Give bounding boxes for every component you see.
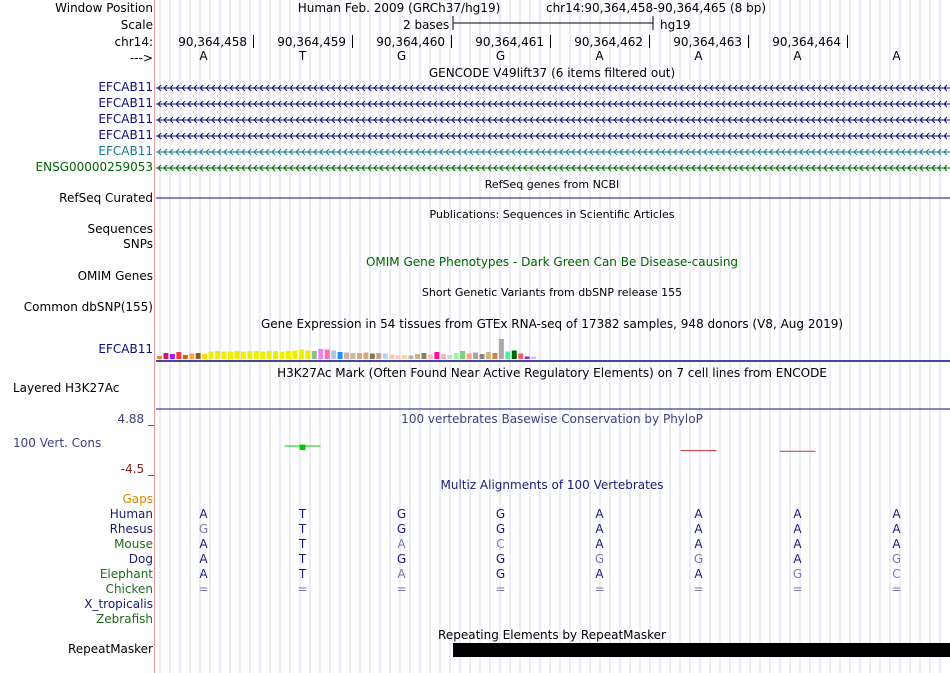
alignment-base: G: [495, 552, 506, 566]
coordinate-tick: [550, 35, 551, 48]
gtex-tissue-bar: [176, 352, 181, 359]
scale-text: 2 bases: [403, 18, 450, 32]
gtex-tissue-bar: [209, 352, 214, 360]
gtex-tissue-bar: [363, 353, 368, 360]
gtex-chart[interactable]: [156, 330, 950, 362]
alignment-base: =: [693, 582, 704, 596]
gtex-tissue-bar: [441, 354, 446, 359]
alignment-base: A: [694, 537, 703, 551]
dbsnp-title: Short Genetic Variants from dbSNP release 155: [421, 286, 683, 299]
alignment-base: A: [595, 522, 604, 536]
publications-title: Publications: Sequences in Scientific Articles: [429, 208, 675, 221]
species-label-x_tropicalis[interactable]: X_tropicalis: [84, 597, 153, 611]
alignment-base: A: [793, 507, 802, 521]
gencode-title: GENCODE V49lift37 (6 items filtered out): [428, 66, 676, 80]
assembly-text: Human Feb. 2009 (GRCh37/hg19): [297, 1, 501, 15]
coordinate-label: 90,364,459: [277, 35, 346, 49]
gtex-tissue-bar: [499, 339, 504, 359]
coordinate-label: 90,364,464: [772, 35, 841, 49]
omim-label[interactable]: OMIM Genes: [77, 269, 153, 283]
gtex-tissue-bar: [351, 353, 356, 359]
alignment-base: G: [396, 507, 407, 521]
track-area[interactable]: [156, 0, 950, 673]
alignment-base: G: [495, 507, 506, 521]
omim-title: OMIM Gene Phenotypes - Dark Green Can Be Disease-causing: [365, 255, 739, 269]
gtex-tissue-bar: [460, 351, 465, 359]
dbsnp-label[interactable]: Common dbSNP(155): [23, 300, 153, 314]
gtex-tissue-bar: [183, 355, 188, 359]
base-letter: G: [396, 49, 407, 63]
gtex-tissue-bar: [389, 355, 394, 360]
coordinate-label: 90,364,461: [475, 35, 544, 49]
gtex-title: Gene Expression in 54 tissues from GTEx RNA-seq of 17382 samples, 948 donors (V8, Aug 2019): [260, 317, 844, 331]
species-label-chicken[interactable]: Chicken: [105, 582, 153, 596]
refseq-title: RefSeq genes from NCBI: [484, 178, 620, 191]
base-letter: T: [298, 49, 307, 63]
scale-label[interactable]: Scale: [120, 18, 153, 32]
alignment-base: T: [298, 537, 307, 551]
alignment-base: G: [792, 567, 803, 581]
refseq-track[interactable]: [156, 195, 950, 201]
alignment-base: A: [199, 537, 208, 551]
gtex-tissue-bar: [505, 352, 510, 360]
h3k27ac-track[interactable]: [156, 407, 950, 411]
species-label-dog[interactable]: Dog: [128, 552, 153, 566]
gtex-tissue-bar: [467, 354, 472, 360]
gtex-tissue-bar: [376, 353, 381, 359]
alignment-base: G: [594, 552, 605, 566]
gtex-tissue-bar: [299, 350, 304, 360]
species-label-zebrafish[interactable]: Zebrafish: [96, 612, 153, 626]
gtex-tissue-bar: [202, 354, 207, 359]
gtex-tissue-bar: [525, 357, 530, 360]
coordinate-tick: [847, 35, 848, 48]
alignment-base: A: [793, 537, 802, 551]
phylop-track[interactable]: [156, 430, 950, 470]
gtex-tissue-bar: [331, 351, 336, 360]
alignment-base: A: [892, 507, 901, 521]
base-letter: A: [694, 49, 703, 63]
gtex-tissue-bar: [447, 355, 452, 359]
gtex-tissue-bar: [518, 354, 523, 360]
gtex-tissue-bar: [222, 352, 227, 360]
gtex-tissue-bar: [189, 354, 194, 360]
gtex-tissue-bar: [241, 352, 246, 360]
gencode-item-label[interactable]: EFCAB11: [98, 80, 153, 94]
base-letter: A: [595, 49, 604, 63]
strand-toggle[interactable]: --->: [129, 51, 153, 65]
gtex-tissue-bar: [292, 351, 297, 360]
alignment-base: A: [892, 522, 901, 536]
phylop-min-label: -4.5 _: [120, 462, 154, 476]
base-letter: A: [199, 49, 208, 63]
gtex-tissue-bar: [325, 350, 330, 360]
repeatmasker-title: Repeating Elements by RepeatMasker: [438, 628, 666, 642]
gencode-track[interactable]: [156, 80, 950, 180]
alignment-base: G: [396, 552, 407, 566]
gtex-tissue-bar: [402, 355, 407, 359]
alignment-base: A: [694, 522, 703, 536]
base-letter: G: [495, 49, 506, 63]
gtex-tissue-bar: [383, 354, 388, 360]
coordinate-tick: [649, 35, 650, 48]
phylop-positive-bar: [300, 445, 306, 450]
gtex-tissue-bar: [157, 356, 162, 359]
alignment-base: A: [595, 507, 604, 521]
gtex-tissue-bar: [357, 353, 362, 359]
multiz-title: Multiz Alignments of 100 Vertebrates: [440, 478, 664, 492]
coordinate-tick: [352, 35, 353, 48]
alignment-base: =: [792, 582, 803, 596]
snps-label[interactable]: SNPs: [123, 237, 153, 251]
gencode-item-label[interactable]: EFCAB11: [98, 144, 153, 158]
gtex-tissue-bar: [163, 353, 168, 359]
alignment-base: A: [199, 567, 208, 581]
coordinate-tick: [451, 35, 452, 48]
window-position-label: Window Position: [55, 1, 153, 15]
coordinate-label: 90,364,462: [574, 35, 643, 49]
alignment-base: =: [495, 582, 506, 596]
gtex-tissue-bar: [215, 351, 220, 359]
gencode-item-label[interactable]: EFCAB11: [98, 96, 153, 110]
repeatmasker-label[interactable]: RepeatMasker: [67, 642, 153, 656]
base-letter: A: [892, 49, 901, 63]
publications-label[interactable]: Sequences: [87, 222, 153, 236]
repeatmasker-element[interactable]: [453, 643, 950, 657]
alignment-base: A: [397, 537, 406, 551]
alignment-base: =: [297, 582, 308, 596]
gtex-tissue-bar: [280, 352, 285, 360]
alignment-base: A: [199, 552, 208, 566]
alignment-base: A: [595, 537, 604, 551]
gtex-tissue-bar: [434, 352, 439, 359]
gencode-item-label[interactable]: EFCAB11: [98, 112, 153, 126]
gtex-tissue-bar: [338, 352, 343, 359]
scale-bar: [156, 14, 950, 34]
gtex-tissue-bar: [428, 355, 433, 360]
gtex-label[interactable]: EFCAB11: [98, 342, 153, 356]
alignment-base: A: [694, 567, 703, 581]
species-label-human[interactable]: Human: [109, 507, 153, 521]
alignment-base: A: [595, 567, 604, 581]
species-label-rhesus[interactable]: Rhesus: [109, 522, 153, 536]
phylop-title: 100 vertebrates Basewise Conservation by PhyloP: [401, 412, 703, 426]
gtex-tissue-bar: [254, 351, 259, 359]
gtex-tissue-bar: [492, 353, 497, 359]
gtex-tissue-bar: [228, 352, 233, 360]
coordinate-label: 90,364,463: [673, 35, 742, 49]
gtex-tissue-bar: [415, 354, 420, 359]
alignment-base: A: [694, 507, 703, 521]
gtex-tissue-bar: [370, 354, 375, 360]
alignment-base: A: [892, 537, 901, 551]
phylop-label[interactable]: 100 Vert. Cons: [13, 436, 102, 450]
alignment-base: T: [298, 552, 307, 566]
gtex-tissue-bar: [260, 352, 265, 360]
alignment-base: T: [298, 522, 307, 536]
alignment-base: =: [594, 582, 605, 596]
gtex-tissue-bar: [267, 351, 272, 359]
gtex-tissue-bar: [273, 351, 278, 359]
phylop-max-label: 4.88 _: [117, 412, 154, 426]
gtex-tissue-bar: [480, 354, 485, 359]
alignment-base: A: [793, 522, 802, 536]
alignment-base: G: [495, 522, 506, 536]
gtex-tissue-bar: [196, 353, 201, 359]
alignment-base: A: [793, 552, 802, 566]
gtex-tissue-bar: [454, 353, 459, 359]
alignment-base: C: [892, 567, 901, 581]
gtex-tissue-bar: [473, 353, 478, 360]
gtex-tissue-bar: [170, 354, 175, 359]
gtex-tissue-bar: [396, 356, 401, 360]
alignment-base: T: [298, 507, 307, 521]
species-label-mouse[interactable]: Mouse: [114, 537, 153, 551]
gtex-tissue-bar: [531, 357, 536, 360]
position-text: chr14:90,364,458-90,364,465 (8 bp): [545, 1, 767, 15]
alignment-base: T: [298, 567, 307, 581]
alignment-base: G: [396, 522, 407, 536]
h3k27ac-title: H3K27Ac Mark (Often Found Near Active Regulatory Elements) on 7 cell lines from ENCODE: [277, 366, 827, 380]
alignment-base: G: [891, 552, 902, 566]
gencode-item-label[interactable]: EFCAB11: [98, 128, 153, 142]
h3k27ac-label[interactable]: Layered H3K27Ac: [13, 381, 120, 395]
gtex-tissue-bar: [512, 351, 517, 360]
gtex-tissue-bar: [409, 356, 414, 360]
alignment-base: =: [891, 582, 902, 596]
chrom-label[interactable]: chr14:: [114, 35, 153, 49]
coordinate-tick: [253, 35, 254, 48]
refseq-label[interactable]: RefSeq Curated: [59, 191, 153, 205]
alignment-base: A: [397, 567, 406, 581]
alignment-base: G: [198, 522, 209, 536]
gtex-tissue-bar: [305, 351, 310, 360]
track-label-column: [0, 0, 156, 673]
gtex-tissue-bar: [247, 351, 252, 359]
db-text: hg19: [660, 18, 691, 32]
gtex-tissue-bar: [234, 351, 239, 359]
alignment-base: A: [199, 507, 208, 521]
coordinate-label: 90,364,458: [178, 35, 247, 49]
alignment-base: =: [198, 582, 209, 596]
alignment-base: G: [693, 552, 704, 566]
gtex-tissue-bar: [286, 351, 291, 359]
gtex-tissue-bar: [318, 349, 323, 359]
alignment-base: G: [495, 567, 506, 581]
base-letter: A: [793, 49, 802, 63]
gtex-tissue-bar: [486, 352, 491, 359]
coordinate-label: 90,364,460: [376, 35, 445, 49]
label-divider: [154, 0, 155, 673]
gtex-tissue-bar: [312, 351, 317, 359]
coordinate-tick: [748, 35, 749, 48]
gtex-tissue-bar: [344, 353, 349, 360]
species-label-elephant[interactable]: Elephant: [99, 567, 153, 581]
alignment-base: C: [496, 537, 505, 551]
alignment-base: =: [396, 582, 407, 596]
gtex-tissue-bar: [421, 353, 426, 359]
gaps-label[interactable]: Gaps: [122, 492, 153, 506]
gencode-item-label[interactable]: ENSG00000259053: [35, 160, 153, 174]
